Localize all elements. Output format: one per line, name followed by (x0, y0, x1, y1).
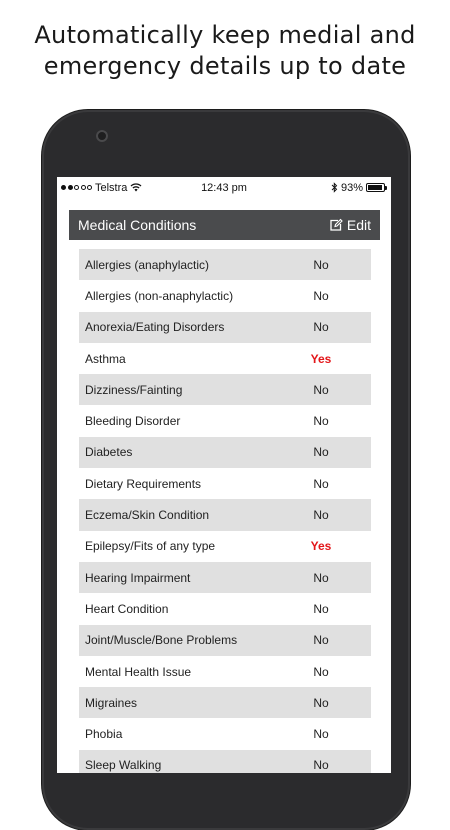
headline-line-2: emergency details up to date (43, 52, 407, 80)
condition-row (79, 750, 371, 773)
condition-value: No (313, 288, 329, 303)
condition-row (79, 593, 371, 624)
condition-value: No (313, 257, 329, 272)
edit-label: Edit (346, 217, 371, 233)
condition-row (79, 531, 371, 562)
condition-row (79, 468, 371, 499)
medical-conditions-header (69, 210, 380, 240)
condition-row (79, 562, 371, 593)
condition-value: No (313, 695, 329, 710)
condition-row (79, 718, 371, 749)
condition-value: No (313, 508, 329, 523)
condition-name: Heart Condition (85, 601, 169, 616)
carrier-name: Telstra (95, 181, 128, 194)
condition-row (79, 280, 371, 311)
condition-value: No (313, 476, 329, 491)
condition-value: No (313, 758, 329, 773)
condition-value: No (313, 633, 329, 648)
condition-name: Dizziness/Fainting (85, 382, 183, 397)
condition-row (79, 499, 371, 530)
condition-value: No (313, 664, 329, 679)
condition-name: Dietary Requirements (85, 476, 202, 491)
condition-row (79, 625, 371, 656)
condition-value: No (313, 601, 329, 616)
condition-name: Eczema/Skin Condition (85, 508, 210, 523)
condition-name: Diabetes (85, 445, 133, 460)
condition-row (79, 437, 371, 468)
edit-icon (329, 218, 343, 232)
condition-row (79, 687, 371, 718)
wifi-icon (130, 183, 142, 192)
condition-row (79, 249, 371, 280)
battery-percent: 93% (340, 181, 363, 194)
condition-name: Joint/Muscle/Bone Problems (85, 633, 238, 648)
signal-dots-icon (61, 185, 92, 190)
condition-name: Anorexia/Eating Disorders (85, 320, 225, 335)
condition-value: No (313, 414, 329, 429)
phone-screen (57, 177, 391, 773)
condition-value: No (313, 445, 329, 460)
condition-name: Phobia (85, 727, 123, 742)
condition-name: Asthma (85, 351, 126, 366)
condition-row (79, 405, 371, 436)
condition-value: No (313, 382, 329, 397)
condition-row (79, 312, 371, 343)
conditions-table (79, 249, 371, 773)
condition-name: Mental Health Issue (85, 664, 192, 679)
headline-line-1: Automatically keep medial and (34, 21, 416, 49)
condition-row (79, 343, 371, 374)
battery-level (368, 185, 382, 190)
condition-value: Yes (310, 539, 332, 554)
front-camera (96, 130, 108, 142)
condition-name: Migraines (85, 695, 138, 710)
bluetooth-icon (331, 182, 338, 193)
condition-row (79, 656, 371, 687)
condition-name: Allergies (non-anaphylactic) (85, 288, 234, 303)
condition-name: Epilepsy/Fits of any type (85, 539, 216, 554)
edit-button[interactable] (329, 217, 371, 233)
condition-value: No (313, 727, 329, 742)
condition-name: Bleeding Disorder (85, 414, 181, 429)
condition-value: No (313, 320, 329, 335)
condition-name: Allergies (anaphylactic) (85, 257, 210, 272)
status-bar (57, 177, 391, 198)
panel-title: Medical Conditions (78, 217, 197, 233)
condition-row (79, 374, 371, 405)
condition-value: Yes (310, 351, 332, 366)
condition-value: No (313, 570, 329, 585)
status-time: 12:43 pm (201, 181, 247, 194)
headline (0, 20, 450, 82)
condition-name: Sleep Walking (85, 758, 162, 773)
battery-icon (366, 183, 385, 192)
condition-name: Hearing Impairment (85, 570, 191, 585)
